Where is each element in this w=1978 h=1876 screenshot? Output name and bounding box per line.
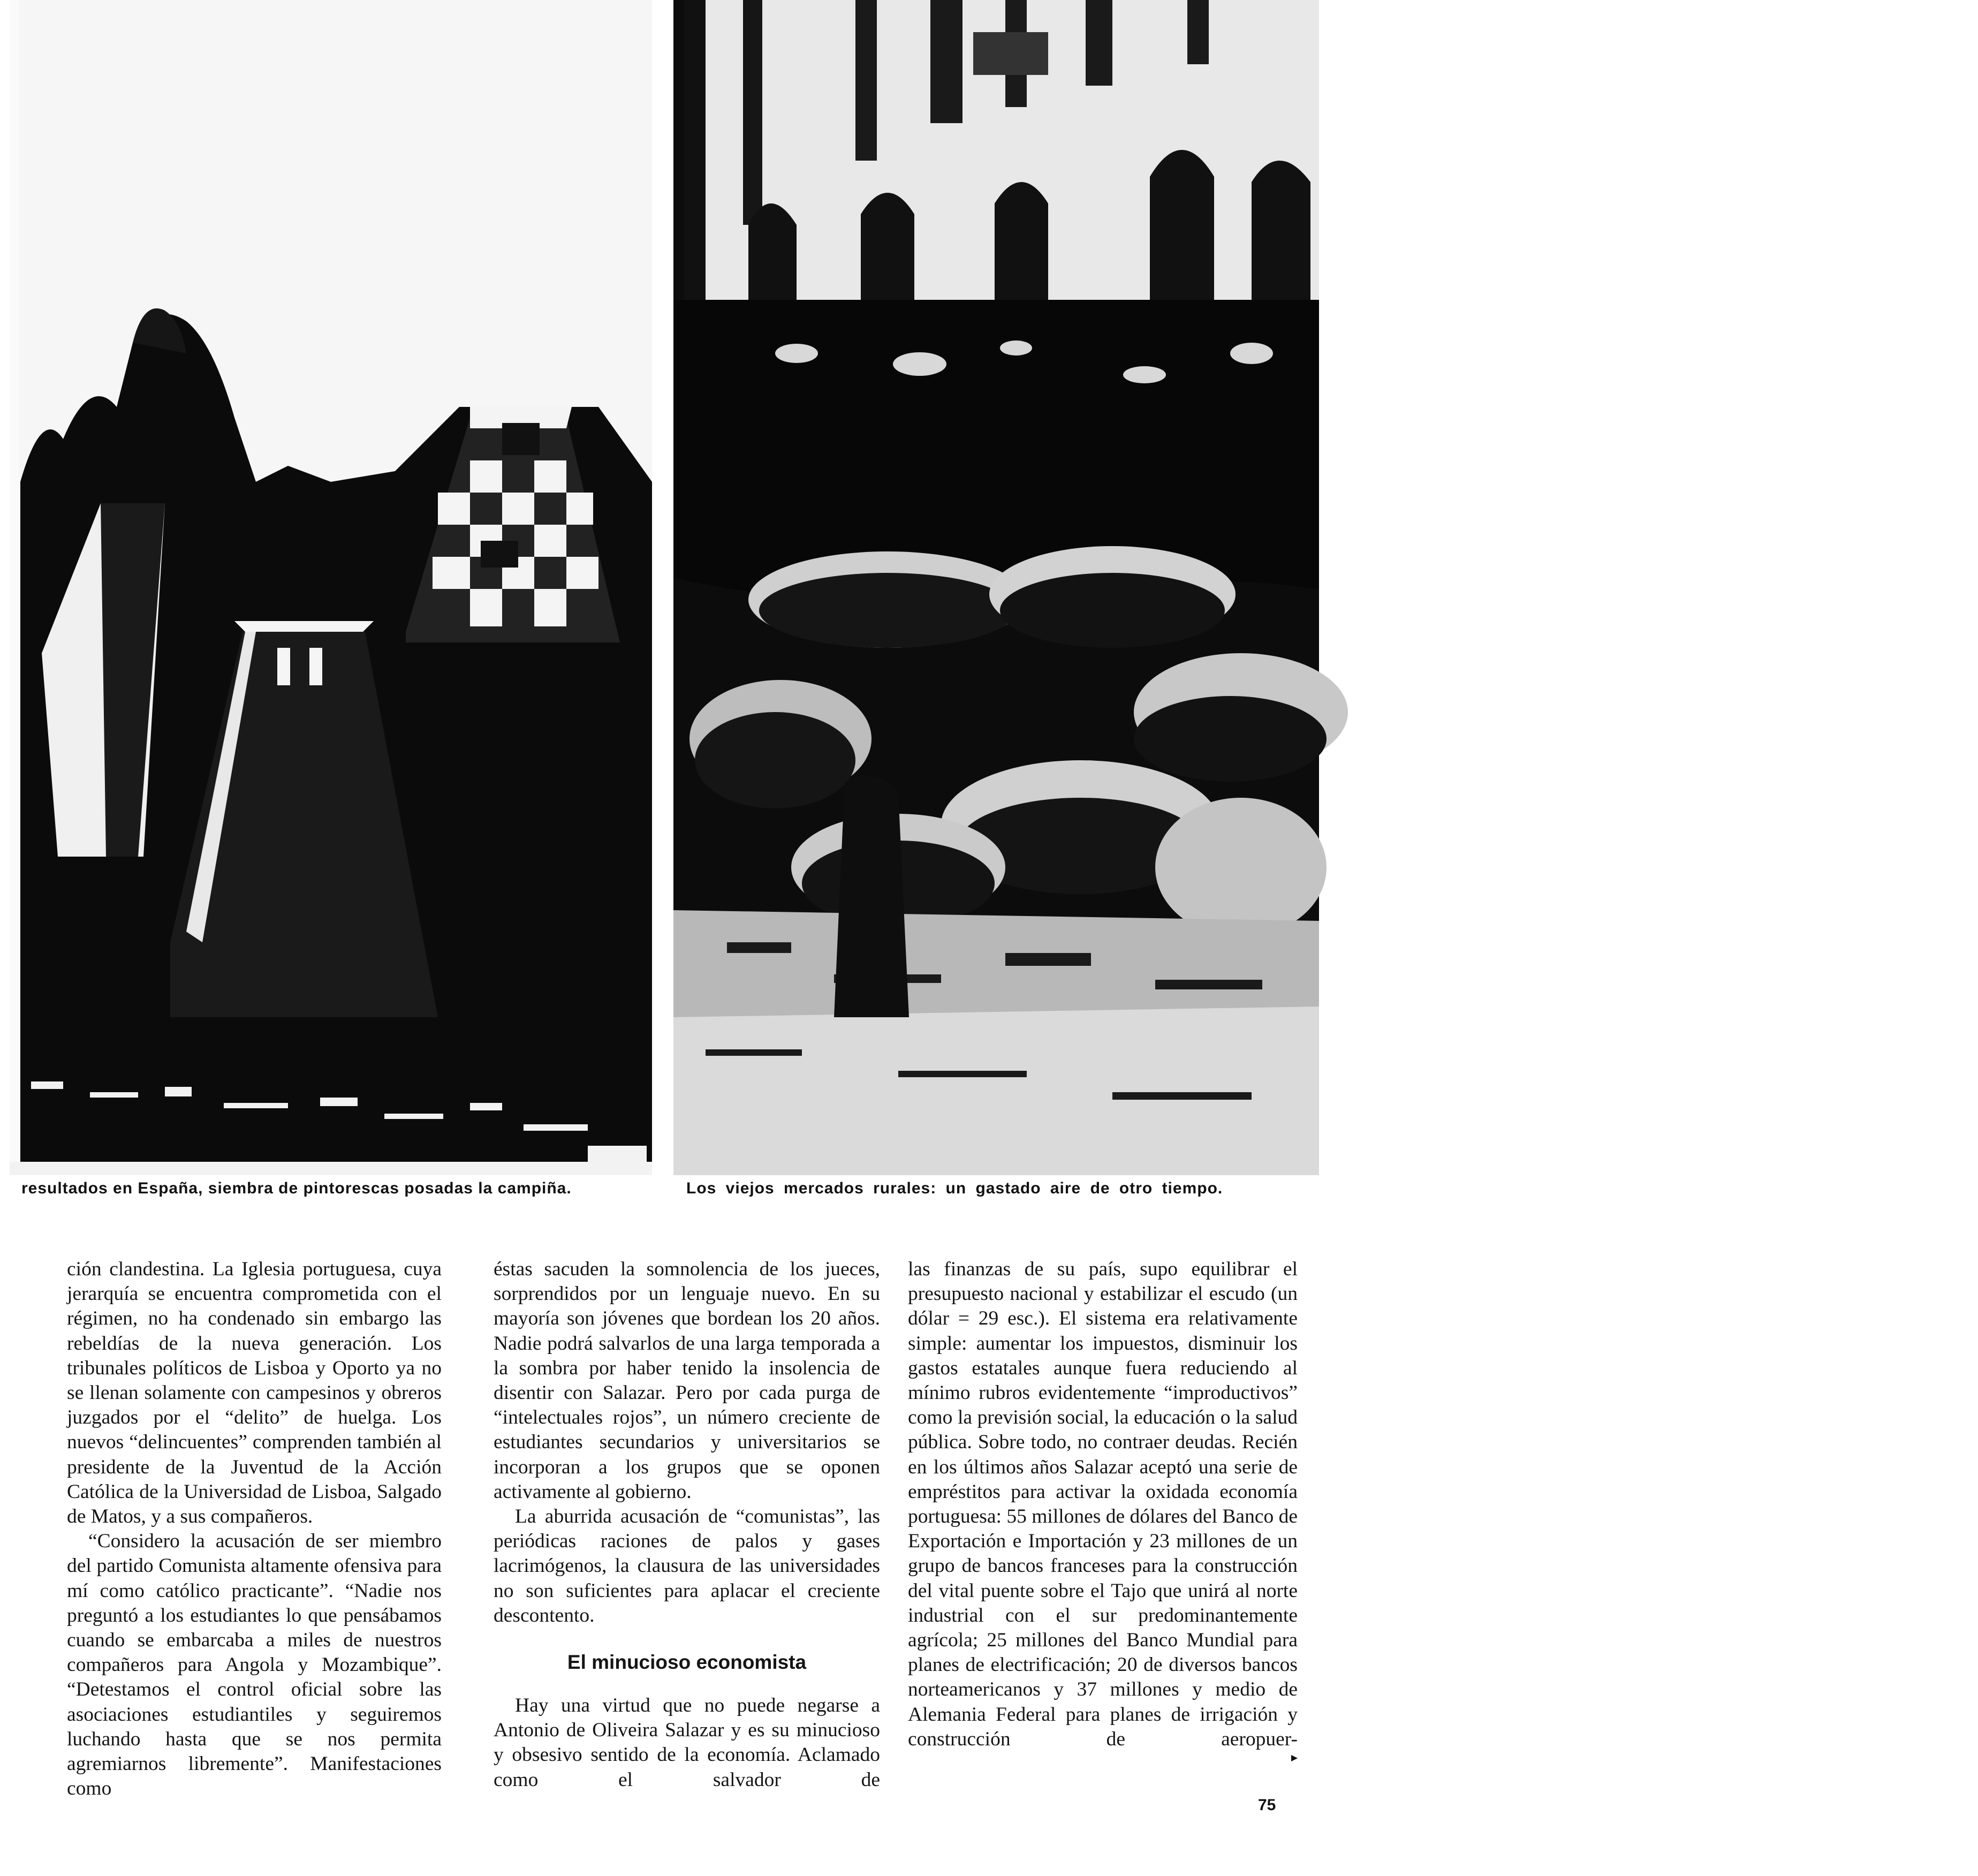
paragraph: las finanzas de su país, supo equilibrar el presupuesto nacional y estabilizar el escudo (un dólar = 29 esc.). El sistema era relativamente simple: aumentar los impuestos, disminuir los gastos estatales aunque fuera reduciendo al mínimo rubros evidentemente “improductivos” como la previsión social, la educación o la salud pública. Sobre todo, no contraer deudas. Recién en los últimos años Salazar aceptó una serie de empréstitos para activar la oxidada economía portuguesa: 55 millones de dólares del Banco de Exportación e Importación y 23 millones de un grupo de bancos franceses para la construcción del vital puente sobre el Tajo que unirá al norte industrial con el sur predominantemente agrícola; 25 millones del Banco Mundial para planes de electrificación; 20 de diversos bancos norteamericanos y 37 millones y medio de Alemania Federal para planes de irrigación y construcción de aeropuer- bbox=[908, 1258, 1298, 1750]
caption-right: Los viejos mercados rurales: un gastado aire de otro tiempo. bbox=[686, 1179, 1223, 1197]
caption-left: resultados en España, siembra de pintorescas posadas la campiña. bbox=[21, 1179, 572, 1197]
paragraph: éstas sacuden la somnolencia de los jueces, sorprendidos por un lenguaje nuevo. En su mayoría son jóvenes que bordean los 20 años. Nadie podrá salvarlos de una larga temporada a la sombra por haber tenido la insolencia de disentir con Salazar. Pero por cada purga de “intelectuales rojos”, un número creciente de estudiantes secundarios y universitarios se incorporan a los grupos que se oponen activamente al gobierno. bbox=[494, 1258, 880, 1503]
text-column-2 bbox=[494, 1257, 880, 1792]
photo-posadas bbox=[10, 0, 652, 1175]
text-column-1 bbox=[67, 1257, 442, 1801]
corner-mark: 6 bbox=[1954, 21, 1978, 65]
paragraph: Hay una virtud que no puede negarse a Antonio de Oliveira Salazar y es su minucioso y obsesivo sentido de la economía. Aclamado como el salvador de bbox=[494, 1695, 880, 1791]
mercado-illustration bbox=[673, 0, 1319, 1175]
photo-mercado bbox=[673, 0, 1978, 1175]
section-heading: El minucioso economista bbox=[567, 1651, 807, 1674]
paragraph: ción clandestina. La Iglesia portuguesa, cuya jerarquía se encuentra comprometida con el régimen, no ha condenado sin embargo las rebeldías de la nueva generación. Los tribunales políticos de Lisboa y Oporto ya no se llenan solamente con campesinos y obreros juzgados por el “delito” de huelga. Los nuevos “delincuentes” comprenden también al presidente de la Juventud de la Acción Católica de la Universidad de Lisboa, Salgado de Matos, y a sus compañeros. bbox=[67, 1258, 442, 1528]
paragraph: “Considero la acusación de ser miembro del partido Comunista altamente ofensiva para mí como católico practicante”. “Nadie nos preguntó a los estudiantes lo que pensábamos cuando se embarcaba a miles de nuestros compañeros para Angola y Mozambique”. “Detestamos el control oficial sobre las asociaciones estudiantiles y seguiremos luchando hasta que se nos permita agremiarnos libremente”. Manifestaciones como bbox=[67, 1530, 442, 1800]
paragraph: La aburrida acusación de “comunistas”, las periódicas raciones de palos y gases lacrimógenos, la clausura de las universidades no son suficientes para aplacar el creciente descontento. bbox=[494, 1506, 880, 1627]
continue-arrow-icon bbox=[1291, 1755, 1298, 1761]
posadas-illustration bbox=[10, 0, 652, 1175]
page-number: 75 bbox=[1258, 1796, 1276, 1814]
text-column-3 bbox=[908, 1257, 1298, 1752]
